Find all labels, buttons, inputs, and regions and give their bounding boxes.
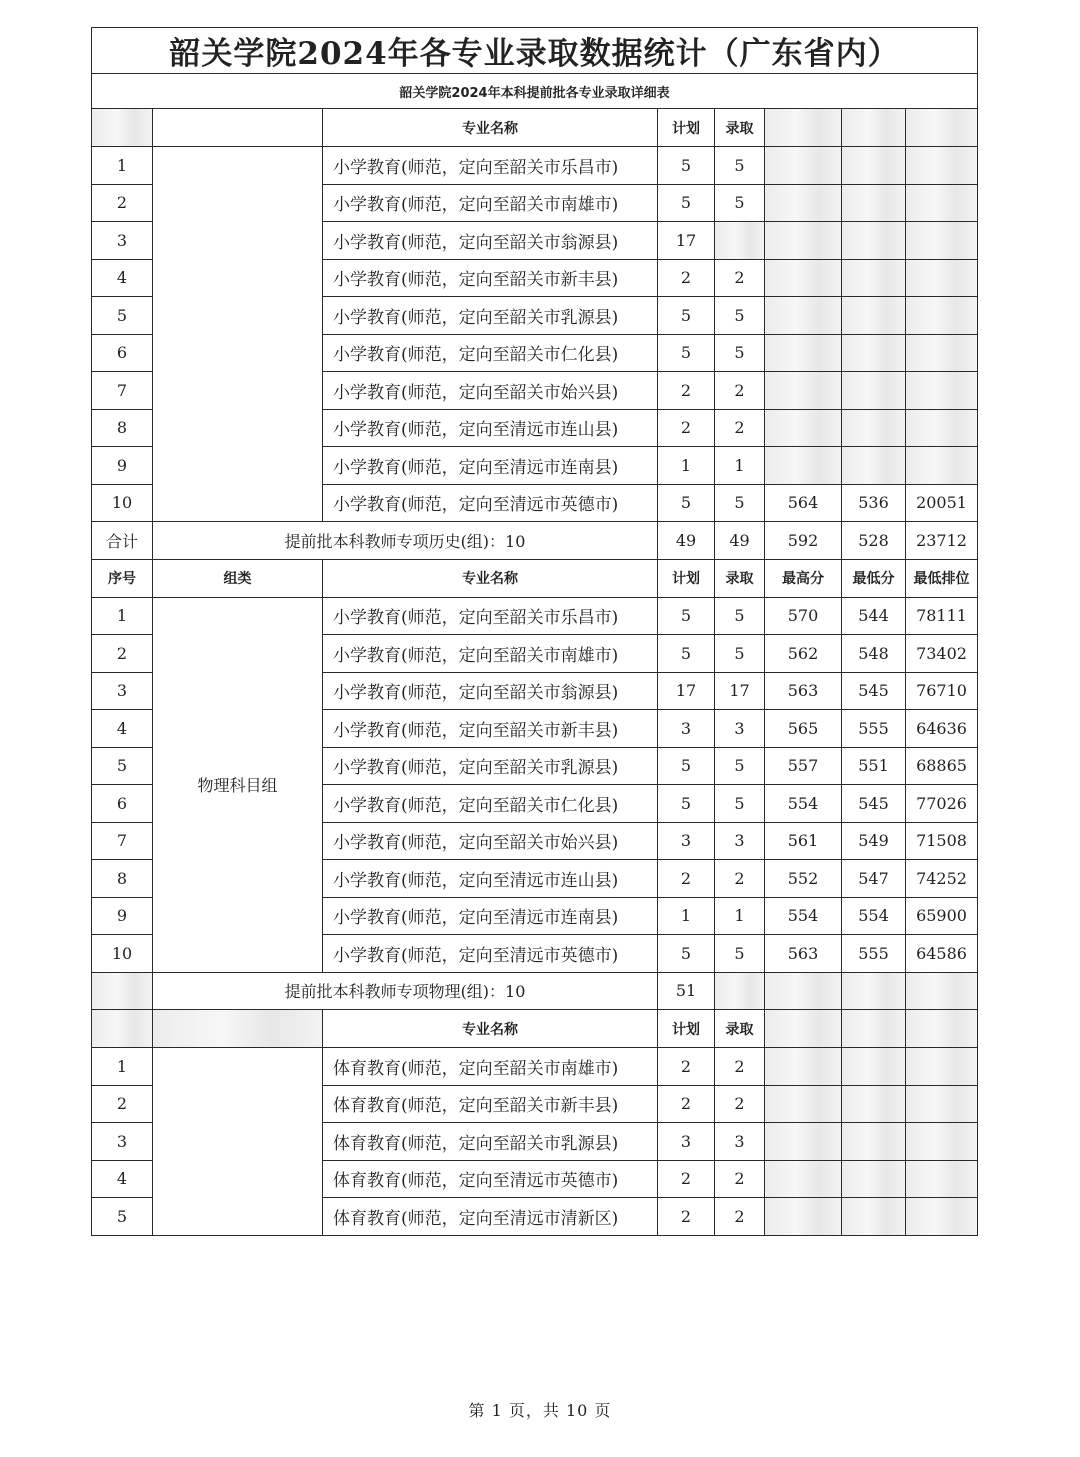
blurred-cell	[765, 1085, 842, 1123]
admit-cell: 2	[715, 1048, 765, 1086]
admit-cell: 2	[715, 860, 765, 898]
blurred-cell	[765, 222, 842, 260]
min-cell: 551	[842, 747, 906, 785]
seq-cell: 8	[92, 409, 153, 447]
section1-header-row	[92, 109, 978, 147]
seq-cell: 2	[92, 184, 153, 222]
page-title: 韶关学院2024年各专业录取数据统计（广东省内）	[92, 28, 978, 74]
max-cell: 561	[765, 822, 842, 860]
plan-cell: 2	[658, 860, 715, 898]
rank-cell: 78111	[906, 597, 978, 635]
admit-cell: 5	[715, 147, 765, 185]
blurred-cell	[765, 259, 842, 297]
blurred-cell	[842, 297, 906, 335]
min-cell: 545	[842, 672, 906, 710]
blurred-cell	[842, 222, 906, 260]
seq-cell: 5	[92, 1198, 153, 1236]
major-cell: 小学教育(师范，定向至韶关市始兴县)	[323, 822, 658, 860]
max-cell: 563	[765, 672, 842, 710]
blurred-cell	[765, 109, 842, 147]
seq-cell: 6	[92, 334, 153, 372]
plan-cell: 2	[658, 1160, 715, 1198]
min-cell: 555	[842, 710, 906, 748]
seq-cell: 2	[92, 635, 153, 673]
group-header-cell: 组类	[153, 559, 323, 597]
major-cell: 体育教育(师范，定向至韶关市新丰县)	[323, 1085, 658, 1123]
seq-cell: 4	[92, 1160, 153, 1198]
major-cell: 小学教育(师范，定向至清远市连南县)	[323, 897, 658, 935]
plan-cell: 5	[658, 484, 715, 522]
min-cell: 555	[842, 935, 906, 973]
total-row	[92, 522, 978, 560]
seq-cell: 3	[92, 1123, 153, 1161]
seq-cell: 1	[92, 597, 153, 635]
rank-cell: 71508	[906, 822, 978, 860]
plan-cell: 2	[658, 1085, 715, 1123]
blurred-cell	[906, 109, 978, 147]
major-cell: 小学教育(师范，定向至韶关市始兴县)	[323, 372, 658, 410]
blurred-cell	[906, 334, 978, 372]
blurred-cell	[765, 147, 842, 185]
blurred-cell	[765, 372, 842, 410]
seq-header-cell: 序号	[92, 559, 153, 597]
blurred-cell	[765, 184, 842, 222]
major-cell: 体育教育(师范，定向至清远市清新区)	[323, 1198, 658, 1236]
rank-cell: 64636	[906, 710, 978, 748]
admit-cell: 49	[715, 522, 765, 560]
admission-sheet	[91, 27, 977, 1236]
admit-cell: 5	[715, 184, 765, 222]
blurred-cell	[842, 1048, 906, 1086]
blurred-cell	[765, 1010, 842, 1048]
blurred-cell	[842, 1123, 906, 1161]
admit-cell: 3	[715, 822, 765, 860]
plan-header-cell: 计划	[658, 109, 715, 147]
admit-cell: 5	[715, 635, 765, 673]
min-cell: 548	[842, 635, 906, 673]
table-subtitle: 韶关学院2024年本科提前批各专业录取详细表	[92, 74, 978, 109]
blurred-cell	[906, 222, 978, 260]
seq-cell: 7	[92, 372, 153, 410]
page-footer: 第 1 页，共 10 页	[468, 1401, 612, 1420]
major-cell: 体育教育(师范，定向至韶关市乳源县)	[323, 1123, 658, 1161]
blurred-cell	[906, 972, 978, 1010]
major-cell: 小学教育(师范，定向至韶关市新丰县)	[323, 710, 658, 748]
group-cell	[153, 1048, 323, 1236]
min-header-cell: 最低分	[842, 559, 906, 597]
blurred-cell	[715, 222, 765, 260]
blurred-cell	[842, 184, 906, 222]
major-cell: 小学教育(师范，定向至清远市英德市)	[323, 935, 658, 973]
blurred-cell	[906, 147, 978, 185]
table-row	[92, 147, 978, 185]
blurred-cell	[842, 1085, 906, 1123]
admit-cell: 5	[715, 747, 765, 785]
total-desc-cell: 提前批本科教师专项历史(组)：10	[153, 522, 658, 560]
min-cell: 545	[842, 785, 906, 823]
blurred-cell	[765, 409, 842, 447]
plan-cell: 2	[658, 372, 715, 410]
max-cell: 564	[765, 484, 842, 522]
admit-header-cell: 录取	[715, 1010, 765, 1048]
blurred-cell	[765, 1198, 842, 1236]
blurred-cell	[842, 1160, 906, 1198]
blurred-cell	[842, 259, 906, 297]
blurred-cell	[906, 1048, 978, 1086]
plan-cell: 5	[658, 935, 715, 973]
admit-cell: 1	[715, 447, 765, 485]
blurred-cell	[842, 972, 906, 1010]
admit-header-cell: 录取	[715, 559, 765, 597]
plan-cell: 5	[658, 334, 715, 372]
blurred-cell	[906, 1085, 978, 1123]
admission-table	[91, 27, 978, 1236]
plan-cell: 5	[658, 635, 715, 673]
blurred-cell	[906, 1010, 978, 1048]
plan-cell: 3	[658, 1123, 715, 1161]
major-cell: 小学教育(师范，定向至韶关市乳源县)	[323, 297, 658, 335]
min-cell: 528	[842, 522, 906, 560]
major-header-cell: 专业名称	[323, 109, 658, 147]
blurred-cell	[842, 409, 906, 447]
rank-cell: 20051	[906, 484, 978, 522]
rank-cell: 64586	[906, 935, 978, 973]
major-cell: 小学教育(师范，定向至韶关市乐昌市)	[323, 597, 658, 635]
blurred-cell	[842, 147, 906, 185]
max-cell: 562	[765, 635, 842, 673]
max-header-cell: 最高分	[765, 559, 842, 597]
major-header-cell: 专业名称	[323, 1010, 658, 1048]
major-cell: 小学教育(师范，定向至清远市连山县)	[323, 409, 658, 447]
major-cell: 小学教育(师范，定向至韶关市新丰县)	[323, 259, 658, 297]
admit-cell: 5	[715, 597, 765, 635]
major-cell: 小学教育(师范，定向至韶关市乳源县)	[323, 747, 658, 785]
blurred-cell	[765, 1123, 842, 1161]
table-row	[92, 1048, 978, 1086]
admit-cell: 2	[715, 372, 765, 410]
seq-cell: 5	[92, 297, 153, 335]
seq-cell: 6	[92, 785, 153, 823]
seq-cell: 7	[92, 822, 153, 860]
blurred-cell	[765, 297, 842, 335]
plan-cell: 3	[658, 710, 715, 748]
blurred-cell	[842, 1010, 906, 1048]
admit-cell: 1	[715, 897, 765, 935]
seq-cell: 3	[92, 672, 153, 710]
blurred-cell	[906, 297, 978, 335]
blurred-cell	[906, 1160, 978, 1198]
plan-cell: 5	[658, 297, 715, 335]
max-cell: 565	[765, 710, 842, 748]
blurred-cell	[842, 447, 906, 485]
rank-cell: 73402	[906, 635, 978, 673]
major-cell: 体育教育(师范，定向至韶关市南雄市)	[323, 1048, 658, 1086]
admit-cell: 5	[715, 935, 765, 973]
blurred-cell	[906, 1198, 978, 1236]
blurred-cell	[765, 334, 842, 372]
blurred-cell	[906, 447, 978, 485]
seq-cell: 1	[92, 1048, 153, 1086]
seq-cell: 2	[92, 1085, 153, 1123]
max-cell: 552	[765, 860, 842, 898]
plan-cell: 49	[658, 522, 715, 560]
admit-cell: 5	[715, 297, 765, 335]
blurred-cell	[715, 972, 765, 1010]
seq-cell: 10	[92, 935, 153, 973]
seq-cell: 10	[92, 484, 153, 522]
min-cell: 544	[842, 597, 906, 635]
section2-header-row	[92, 559, 978, 597]
blurred-cell	[765, 972, 842, 1010]
min-cell: 547	[842, 860, 906, 898]
major-cell: 体育教育(师范，定向至清远市英德市)	[323, 1160, 658, 1198]
group-header-cell-blurred	[153, 1010, 323, 1048]
plan-cell: 51	[658, 972, 715, 1010]
max-cell: 557	[765, 747, 842, 785]
group-cell	[153, 147, 323, 522]
total-row	[92, 972, 978, 1010]
seq-cell: 4	[92, 710, 153, 748]
max-cell: 554	[765, 785, 842, 823]
blurred-cell	[765, 1048, 842, 1086]
major-cell: 小学教育(师范，定向至清远市连南县)	[323, 447, 658, 485]
blurred-cell	[906, 1123, 978, 1161]
admit-cell: 2	[715, 409, 765, 447]
blurred-cell	[92, 1010, 153, 1048]
major-cell: 小学教育(师范，定向至韶关市乐昌市)	[323, 147, 658, 185]
rank-cell: 65900	[906, 897, 978, 935]
blurred-cell	[906, 184, 978, 222]
group-cell: 物理科目组	[153, 597, 323, 972]
plan-header-cell: 计划	[658, 1010, 715, 1048]
blurred-cell	[92, 972, 153, 1010]
admit-cell: 2	[715, 1198, 765, 1236]
blurred-cell	[906, 259, 978, 297]
major-cell: 小学教育(师范，定向至韶关市南雄市)	[323, 184, 658, 222]
rank-cell: 76710	[906, 672, 978, 710]
admit-cell: 2	[715, 259, 765, 297]
admit-cell: 5	[715, 334, 765, 372]
plan-cell: 5	[658, 785, 715, 823]
rank-cell: 68865	[906, 747, 978, 785]
min-cell: 536	[842, 484, 906, 522]
major-header-cell: 专业名称	[323, 559, 658, 597]
plan-cell: 2	[658, 1198, 715, 1236]
major-cell: 小学教育(师范，定向至韶关市翁源县)	[323, 672, 658, 710]
plan-cell: 5	[658, 597, 715, 635]
rank-cell: 23712	[906, 522, 978, 560]
blurred-cell	[842, 109, 906, 147]
seq-cell: 9	[92, 897, 153, 935]
plan-cell: 3	[658, 822, 715, 860]
admit-cell: 3	[715, 710, 765, 748]
seq-cell: 1	[92, 147, 153, 185]
seq-cell: 5	[92, 747, 153, 785]
major-cell: 小学教育(师范，定向至清远市英德市)	[323, 484, 658, 522]
max-cell: 563	[765, 935, 842, 973]
total-desc-cell: 提前批本科教师专项物理(组)：10	[153, 972, 658, 1010]
plan-cell: 1	[658, 897, 715, 935]
max-cell: 554	[765, 897, 842, 935]
major-cell: 小学教育(师范，定向至韶关市仁化县)	[323, 334, 658, 372]
max-cell: 570	[765, 597, 842, 635]
blurred-cell	[906, 409, 978, 447]
plan-cell: 17	[658, 672, 715, 710]
blurred-cell	[92, 109, 153, 147]
blurred-cell	[842, 1198, 906, 1236]
blurred-cell	[765, 1160, 842, 1198]
blurred-cell	[906, 372, 978, 410]
admit-cell: 2	[715, 1160, 765, 1198]
group-header-cell-blurred	[153, 109, 323, 147]
admit-cell: 2	[715, 1085, 765, 1123]
min-cell: 554	[842, 897, 906, 935]
blurred-cell	[765, 447, 842, 485]
plan-cell: 2	[658, 259, 715, 297]
admit-cell: 5	[715, 484, 765, 522]
blurred-cell	[842, 334, 906, 372]
min-cell: 549	[842, 822, 906, 860]
rank-cell: 74252	[906, 860, 978, 898]
plan-cell: 1	[658, 447, 715, 485]
plan-cell: 5	[658, 747, 715, 785]
table-row	[92, 597, 978, 635]
admit-cell: 17	[715, 672, 765, 710]
seq-cell: 8	[92, 860, 153, 898]
rank-cell: 77026	[906, 785, 978, 823]
plan-cell: 5	[658, 147, 715, 185]
major-cell: 小学教育(师范，定向至韶关市仁化县)	[323, 785, 658, 823]
seq-cell: 9	[92, 447, 153, 485]
admit-header-cell: 录取	[715, 109, 765, 147]
major-cell: 小学教育(师范，定向至韶关市翁源县)	[323, 222, 658, 260]
plan-cell: 17	[658, 222, 715, 260]
plan-cell: 2	[658, 409, 715, 447]
major-cell: 小学教育(师范，定向至韶关市南雄市)	[323, 635, 658, 673]
seq-cell: 4	[92, 259, 153, 297]
seq-cell: 3	[92, 222, 153, 260]
blurred-cell	[842, 372, 906, 410]
rank-header-cell: 最低排位	[906, 559, 978, 597]
plan-cell: 2	[658, 1048, 715, 1086]
major-cell: 小学教育(师范，定向至清远市连山县)	[323, 860, 658, 898]
admit-cell: 3	[715, 1123, 765, 1161]
max-cell: 592	[765, 522, 842, 560]
plan-cell: 5	[658, 184, 715, 222]
section3-header-row	[92, 1010, 978, 1048]
plan-header-cell: 计划	[658, 559, 715, 597]
total-label-cell: 合计	[92, 522, 153, 560]
admit-cell: 5	[715, 785, 765, 823]
